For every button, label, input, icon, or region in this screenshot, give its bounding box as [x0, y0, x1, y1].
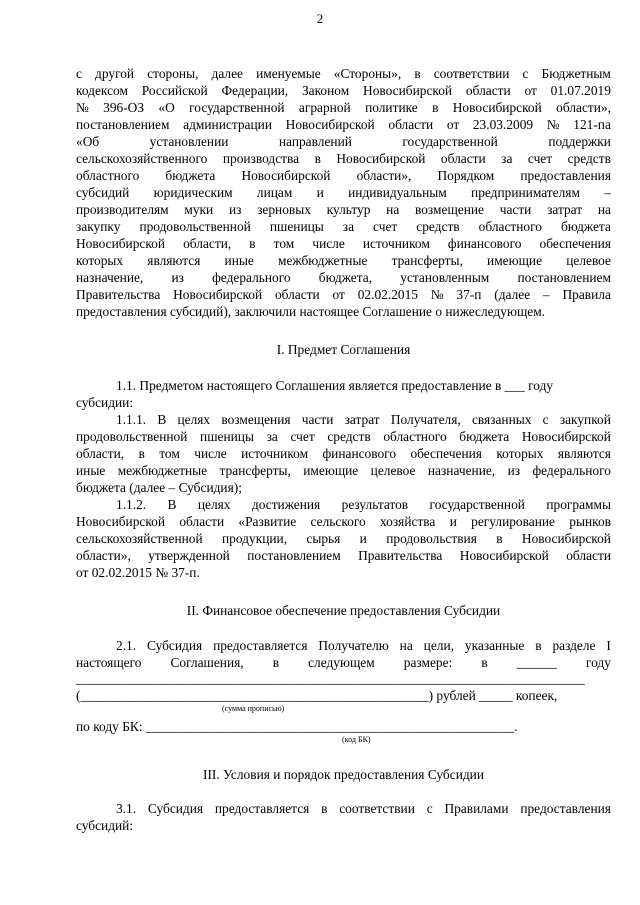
word: федерального	[212, 270, 291, 285]
intro-line	[76, 185, 611, 200]
word: в	[414, 66, 421, 81]
word: целях	[197, 497, 231, 512]
word: назначение,	[427, 463, 496, 478]
word: области»,	[76, 548, 131, 563]
word: с	[76, 66, 82, 81]
word: за	[266, 429, 278, 444]
word: зерновых	[257, 202, 311, 217]
word: продукции,	[222, 531, 288, 546]
word: из	[171, 270, 184, 285]
caption-sum-in-words: (сумма прописью)	[222, 704, 285, 713]
word: именуемые	[256, 66, 321, 81]
word: В	[157, 412, 167, 427]
word: счет	[373, 219, 398, 234]
word: поддержки	[548, 134, 611, 149]
word: соответствии	[339, 801, 415, 816]
word: в	[249, 236, 256, 251]
word: средств	[416, 219, 460, 234]
word: сельскохозяйственного	[76, 151, 208, 166]
word: межбюджетные	[117, 463, 208, 478]
section-2-title: II. Финансовое обеспечение предоставления Субсидии	[186, 603, 501, 618]
word: хозяйства	[380, 514, 436, 529]
word: в	[321, 801, 328, 816]
word: имеющие	[303, 463, 359, 478]
word: производителям	[76, 202, 169, 217]
word: области	[440, 151, 486, 166]
blank-amount-line[interactable]: ____________________________________________________________________________	[76, 671, 585, 686]
word: назначение,	[76, 270, 144, 285]
word: целевое	[566, 253, 611, 268]
word: области,	[183, 236, 232, 251]
word: том	[273, 236, 295, 251]
word: Соглашения,	[170, 655, 244, 670]
intro-line	[76, 117, 611, 132]
word: 396-ОЗ	[103, 100, 145, 115]
word: имеющие	[487, 253, 543, 268]
word: №	[430, 287, 444, 302]
word: от	[332, 287, 345, 302]
word: иные	[76, 463, 106, 478]
word: предпринимателям	[471, 185, 580, 200]
word: в	[432, 100, 439, 115]
word: на	[386, 202, 400, 217]
word: в	[496, 531, 503, 546]
word: следующем	[308, 655, 375, 670]
word: числе	[312, 236, 345, 251]
word: из	[507, 463, 521, 478]
word: лицам	[256, 185, 293, 200]
word: индивидуальным	[348, 185, 447, 200]
word: числе	[194, 446, 227, 461]
section-1-line	[76, 429, 611, 444]
section-1-line	[76, 548, 611, 563]
word: 1.1.1.	[116, 412, 147, 427]
word: области»,	[356, 168, 412, 183]
word: за	[501, 151, 513, 166]
word: постановлением	[517, 270, 611, 285]
caption-budget-code: (код БК)	[342, 735, 371, 744]
sum-in-words-field[interactable]: (____________________________________________________) рублей _____ копеек,	[76, 688, 558, 703]
word: Российской	[141, 83, 208, 98]
word: продовольствия	[386, 531, 477, 546]
word: муки	[184, 202, 214, 217]
word: предоставления	[520, 168, 611, 183]
section-1-line: субсидии:	[76, 395, 134, 410]
section-1-title: I. Предмет Соглашения	[276, 342, 411, 357]
word: пшеницы	[200, 429, 254, 444]
word: указанные	[464, 638, 525, 653]
section-1-line	[116, 412, 611, 427]
word: возмещения	[221, 412, 291, 427]
word: на	[597, 202, 611, 217]
word: 37-п	[456, 287, 482, 302]
word: являются	[147, 253, 201, 268]
word: государственной	[189, 100, 285, 115]
word: Получателю	[318, 638, 389, 653]
section-2-line	[76, 655, 611, 670]
word: №	[76, 100, 89, 115]
word: утвержденной	[148, 548, 230, 563]
intro-line: предоставления субсидий), заключили настоящее Соглашение о нижеследующем.	[76, 304, 546, 319]
word: «Об	[76, 134, 100, 149]
word: установленным	[400, 270, 490, 285]
intro-line	[76, 151, 611, 166]
section-3-line: субсидий:	[76, 818, 134, 833]
word: Получателя,	[390, 412, 461, 427]
word: бюджета	[560, 219, 611, 234]
word: с	[522, 66, 529, 81]
word: рынков	[569, 514, 611, 529]
word: политике	[365, 100, 418, 115]
word: из	[228, 202, 242, 217]
word: №	[546, 117, 560, 132]
word: которых	[76, 253, 124, 268]
intro-line	[76, 100, 611, 115]
word: финансового	[447, 236, 522, 251]
word: бюджета,	[318, 270, 373, 285]
word: источником	[241, 446, 309, 461]
word: связанных	[471, 412, 532, 427]
word: программы	[546, 497, 611, 512]
word: обеспечения	[410, 446, 482, 461]
word: сельскохозяйственной	[76, 531, 203, 546]
word: установлении	[149, 134, 229, 149]
word: в	[314, 151, 321, 166]
word: далее	[211, 66, 243, 81]
intro-line	[76, 168, 611, 183]
word: (далее	[494, 287, 531, 302]
word: «Стороны»,	[333, 66, 402, 81]
word: Новосибирской	[459, 548, 549, 563]
word: финансового	[322, 446, 397, 461]
section-2-line	[116, 638, 611, 653]
word: Правила	[562, 287, 611, 302]
word: Новосибирской	[76, 236, 166, 251]
word: счет	[527, 151, 553, 166]
word: кодексом	[76, 83, 128, 98]
word: в	[481, 655, 488, 670]
word: Порядком	[437, 168, 495, 183]
word: продовольственной	[76, 429, 188, 444]
word: 23.03.2009	[472, 117, 534, 132]
word: области	[274, 287, 320, 302]
word: Новосибирской	[285, 117, 375, 132]
page-number: 2	[316, 11, 324, 26]
word: культур	[326, 202, 371, 217]
word: Правительства	[76, 287, 161, 302]
section-1-line	[76, 446, 611, 461]
intro-line	[76, 83, 611, 98]
section-1-line	[116, 497, 611, 512]
word: области	[388, 117, 434, 132]
word: соответствии	[433, 66, 510, 81]
word: 1.1.2.	[116, 497, 147, 512]
word: с	[426, 801, 433, 816]
word: продовольственной	[139, 219, 251, 234]
word: разделе	[552, 638, 596, 653]
section-1-line	[76, 531, 611, 546]
word: обеспечения	[539, 236, 611, 251]
word: В	[167, 497, 177, 512]
word: иные	[224, 253, 254, 268]
word: от	[524, 83, 537, 98]
word: Новосибирской	[76, 514, 166, 529]
word: закупку	[76, 219, 121, 234]
budget-code-field[interactable]: по коду БК: _______________________________________________________.	[76, 719, 518, 734]
intro-line	[76, 253, 611, 268]
section-3-line	[116, 801, 611, 816]
word: 3.1.	[116, 801, 137, 816]
word: Субсидия	[147, 801, 204, 816]
word: области,	[76, 446, 125, 461]
word: Законом	[301, 83, 350, 98]
word: пшеницы	[269, 219, 324, 234]
intro-line	[76, 236, 611, 251]
word: ______	[516, 655, 557, 670]
word: части	[499, 202, 532, 217]
word: сельского	[310, 514, 366, 529]
word: Новосибирской	[363, 83, 453, 98]
word: государственной	[402, 134, 498, 149]
word: межбюджетные	[278, 253, 368, 268]
word: средств	[567, 151, 611, 166]
section-1-line	[76, 514, 611, 529]
section-1-line: от 02.02.2015 № 37-п.	[76, 565, 200, 580]
word: средств	[327, 429, 371, 444]
word: областного	[478, 219, 542, 234]
word: Новосибирской	[336, 151, 426, 166]
word: за	[342, 219, 355, 234]
word: трансферты,	[219, 463, 291, 478]
word: 2.1.	[116, 638, 137, 653]
word: Новосибирской	[241, 168, 331, 183]
word: области	[566, 548, 611, 563]
word: целях	[177, 412, 211, 427]
intro-line	[76, 134, 611, 149]
word: том	[159, 446, 180, 461]
word: возмещение	[415, 202, 484, 217]
word: Новосибирской	[452, 100, 542, 115]
word: целевое	[370, 463, 416, 478]
word: Федерации,	[221, 83, 289, 98]
word: Новосибирской	[521, 531, 611, 546]
word: в	[535, 638, 542, 653]
word: 121-па	[573, 117, 611, 132]
word: размере:	[403, 655, 453, 670]
word: «О	[158, 100, 175, 115]
word: регулирование	[471, 514, 555, 529]
word: Правительства	[358, 548, 443, 563]
word: которых	[496, 446, 544, 461]
word: постановлением	[76, 117, 170, 132]
word: 02.02.2015	[357, 287, 418, 302]
word: областного	[383, 429, 447, 444]
word: от	[446, 117, 460, 132]
word: администрации	[183, 117, 272, 132]
intro-line	[76, 202, 611, 217]
word: предоставляется	[213, 638, 308, 653]
word: субсидий	[76, 185, 130, 200]
word: затрат	[344, 412, 380, 427]
word: настоящего	[76, 655, 142, 670]
word: с	[542, 412, 549, 427]
section-1-line: 1.1. Предметом настоящего Соглашения является предоставление в ___ году	[116, 378, 554, 393]
word: –	[604, 185, 611, 200]
word: области	[465, 83, 511, 98]
word: достижения	[251, 497, 321, 512]
word: юридическим	[153, 185, 233, 200]
word: производства	[222, 151, 300, 166]
word: бюджета	[459, 429, 510, 444]
word: предоставляется	[214, 801, 310, 816]
section-3-title: III. Условия и порядок предоставления Субсидии	[202, 767, 485, 782]
word: части	[301, 412, 334, 427]
word: I	[606, 638, 611, 653]
word: федерального	[532, 463, 611, 478]
word: государственной	[429, 497, 525, 512]
word: аграрной	[298, 100, 351, 115]
word: 01.07.2019	[550, 83, 611, 98]
word: счет	[290, 429, 315, 444]
intro-line	[76, 219, 611, 234]
section-1-line: бюджета (далее – Субсидия);	[76, 480, 242, 495]
word: другой	[95, 66, 135, 81]
word: и	[449, 514, 457, 529]
word: бюджета	[165, 168, 216, 183]
intro-line	[76, 270, 611, 285]
word: Правилами	[444, 801, 509, 816]
word: трансферты,	[391, 253, 463, 268]
word: предоставления	[520, 801, 611, 816]
word: цели,	[423, 638, 454, 653]
word: на	[399, 638, 413, 653]
word: области	[179, 514, 225, 529]
word: в	[138, 446, 145, 461]
word: и	[316, 185, 324, 200]
word: Новосибирской	[521, 429, 611, 444]
word: постановлением	[247, 548, 341, 563]
word: Новосибирской	[173, 287, 263, 302]
word: являются	[557, 446, 611, 461]
word: «Развитие	[238, 514, 297, 529]
word: источником	[362, 236, 430, 251]
word: в	[272, 655, 280, 670]
word: и	[359, 531, 367, 546]
intro-line	[76, 66, 611, 81]
word: году	[585, 655, 611, 670]
word: направлений	[278, 134, 352, 149]
word: области»,	[556, 100, 611, 115]
word: областного	[76, 168, 140, 183]
section-1-line	[76, 463, 611, 478]
intro-line	[76, 287, 611, 302]
word: –	[542, 287, 550, 302]
word: закупкой	[559, 412, 611, 427]
word: сырья	[306, 531, 341, 546]
word: затрат	[547, 202, 583, 217]
word: Бюджетным	[541, 66, 611, 81]
word: стороны,	[147, 66, 199, 81]
word: результатов	[341, 497, 409, 512]
word: Субсидия	[146, 638, 203, 653]
